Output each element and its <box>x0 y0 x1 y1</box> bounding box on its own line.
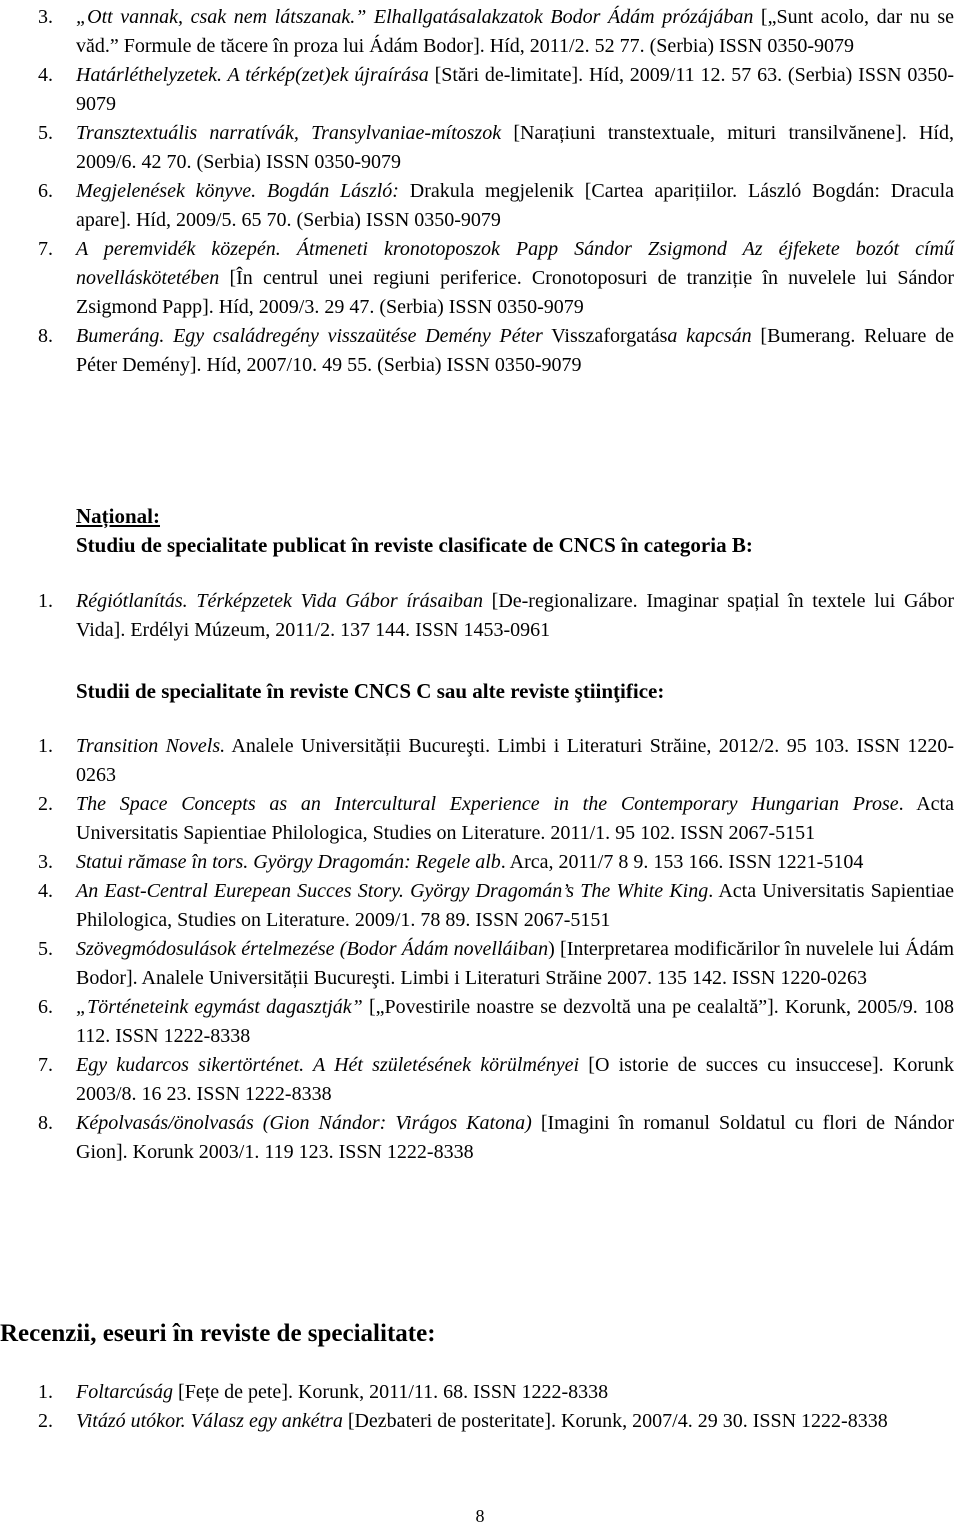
list-item <box>0 790 960 848</box>
list-item-number: 2. <box>38 793 53 815</box>
italic-title-text: Szövegmódosulások értelmezése (Bodor Ádám novelláiban <box>76 938 549 960</box>
citation-text: [„Sunt acolo, dar nu se văd.” Formule de tăcere în proza lui Ádám Bodor]. Híd, 2011/2. 52 77. (Serbia) ISSN 0350-9079 <box>76 6 954 57</box>
italic-title-text: Transztextuális narratívák, Transylvaniae-mítoszok <box>76 122 502 144</box>
italic-title-text: Képolvasás/önolvasás (Gion Nándor: Virágos Katona) <box>76 1112 532 1134</box>
italic-title-text: Határléthelyzetek. A térkép(zet)ek újraírása <box>76 64 429 86</box>
citation-text: Analele Universității Bucureşti. Limbi i Literaturi Străine, 2012/2. 95 103. ISSN 1220-0263 <box>76 735 954 786</box>
list-item-number: 8. <box>38 325 53 347</box>
citation-text: [Narațiuni transtextuale, mituri transilvănene]. Híd, 2009/6. 42 70. (Serbia) ISSN 0350-9079 <box>76 122 954 173</box>
citation-text: [De-regionalizare. Imaginar spațial în textele lui Gábor Vida]. Erdélyi Múzeum, 2011/2. 137 144. ISSN 1453-0961 <box>76 590 954 641</box>
italic-title-text: The Space Concepts as an Intercultural Experience in the Contemporary Hungarian Prose <box>76 793 899 815</box>
list-item <box>0 993 960 1051</box>
list-item <box>0 587 960 645</box>
citation-text: [„Povestirile noastre se dezvoltă una pe cealaltă”]. Korunk, 2005/9. 108 112. ISSN 1222-8338 <box>76 996 954 1047</box>
list-item-number: 3. <box>38 851 53 873</box>
citation-text: [Stări de-limitate]. Híd, 2009/11 12. 57 63. (Serbia) ISSN 0350-9079 <box>76 64 954 115</box>
citation-text: [Fețe de pete]. Korunk, 2011/11. 68. ISSN 1222-8338 <box>173 1381 609 1403</box>
list-item-number: 3. <box>38 6 53 28</box>
citation-text: Visszaforgatás <box>542 325 668 347</box>
italic-title-text: An East-Central Eurepean Succes Story. György Dragomán’s The White King <box>76 880 709 902</box>
list-item-number: 2. <box>38 1410 53 1432</box>
citation-text: ) [Interpretarea modificărilor în nuvelele lui Ádám Bodor]. Analele Universității Bucureşti. Limbi i Literaturi Străine 2007. 135 142. ISSN 1220-0263 <box>76 938 954 989</box>
list-item-number: 5. <box>38 122 53 144</box>
list-item <box>0 848 960 877</box>
citation-text: [O istorie de succes cu insuccese]. Korunk 2003/8. 16 23. ISSN 1222-8338 <box>76 1054 954 1105</box>
list-item-number: 8. <box>38 1112 53 1134</box>
publications-list-category-b <box>0 587 960 645</box>
citation-text: [Dezbateri de posteritate]. Korunk, 2007/4. 29 30. ISSN 1222-8338 <box>342 1410 888 1432</box>
citation-text: [În centrul unei regiuni periferice. Cronotoposuri de tranziție în nuvelele lui Sándor Zsigmond Papp]. Híd, 2009/3. 29 47. (Serbia) ISSN 0350-9079 <box>76 267 954 318</box>
italic-title-text: Statui rămase în tors. György Dragomán: Regele alb <box>76 851 501 873</box>
list-item-number: 5. <box>38 938 53 960</box>
list-item <box>0 1109 960 1167</box>
list-item <box>0 1051 960 1109</box>
list-item-number: 1. <box>38 1381 53 1403</box>
citation-text: [Imagini în romanul Soldatul cu flori de Nándor Gion]. Korunk 2003/1. 119 123. ISSN 1222-8338 <box>76 1112 954 1163</box>
italic-title-text: Egy kudarcos sikertörténet. A Hét születésének körülményei <box>76 1054 580 1076</box>
publications-list-reviews <box>0 1378 960 1436</box>
italic-title-text: A peremvidék közepén. Átmeneti kronotoposzok Papp Sándor Zsigmond Az éjfekete bozót című novelláskötetében <box>76 238 954 289</box>
list-item <box>0 935 960 993</box>
list-item <box>0 877 960 935</box>
list-item <box>0 732 960 790</box>
list-item-number: 6. <box>38 996 53 1018</box>
list-item <box>0 235 960 322</box>
list-item <box>0 119 960 177</box>
list-item <box>0 61 960 119</box>
citation-text: [Bumerang. Reluare de Péter Demény]. Híd, 2007/10. 49 55. (Serbia) ISSN 0350-9079 <box>76 325 954 376</box>
list-item-number: 6. <box>38 180 53 202</box>
italic-title-text: Régiótlanítás. Térképzetek Vida Gábor írásaiban <box>76 590 483 612</box>
publications-list-international <box>0 3 960 380</box>
publications-list-category-c <box>0 732 960 1167</box>
citation-text: Drakula megjelenik [Cartea aparițiilor. László Bogdán: Dracula apare]. Híd, 2009/5. 65 70. (Serbia) ISSN 0350-9079 <box>76 180 955 231</box>
italic-title-text: „Ott vannak, csak nem látszanak.” Elhallgatásalakzatok Bodor Ádám prózájában <box>76 6 754 28</box>
list-item <box>0 1378 960 1407</box>
section-heading-category-c: Studii de specialitate în reviste CNCS C sau alte reviste ştiinţifice: <box>76 679 665 703</box>
italic-title-text: Vitázó utókor. Válasz egy ankétra <box>76 1410 343 1432</box>
italic-title-text: „Történeteink egymást dagasztják” <box>76 996 363 1018</box>
section-heading-category-b: Studiu de specialitate publicat în reviste clasificate de CNCS în categoria B: <box>76 533 753 557</box>
section-heading-reviews: Recenzii, eseuri în reviste de specialitate: <box>0 1320 436 1347</box>
list-item-number: 1. <box>38 590 53 612</box>
list-item-number: 4. <box>38 64 53 86</box>
list-item <box>0 3 960 61</box>
italic-title-text: a kapcsán <box>667 325 752 347</box>
page-number: 8 <box>475 1506 485 1526</box>
italic-title-text: Megjelenések könyve. Bogdán László: <box>76 180 399 202</box>
list-item-number: 1. <box>38 735 53 757</box>
section-heading-national: Național: <box>76 504 160 528</box>
list-item <box>0 1407 960 1436</box>
italic-title-text: Transition Novels. <box>76 735 226 757</box>
citation-text: . Arca, 2011/7 8 9. 153 166. ISSN 1221-5104 <box>500 851 864 873</box>
italic-title-text: Foltarcúság <box>76 1381 174 1403</box>
list-item <box>0 177 960 235</box>
italic-title-text: Bumeráng. Egy családregény visszaütése Demény Péter <box>76 325 543 347</box>
list-item <box>0 322 960 380</box>
list-item-number: 7. <box>38 238 53 260</box>
citation-text: . Acta Universitatis Sapientiae Philologica, Studies on Literature. 2011/1. 95 102. ISSN 2067-5151 <box>76 793 954 844</box>
list-item-number: 4. <box>38 880 53 902</box>
list-item-number: 7. <box>38 1054 53 1076</box>
citation-text: . Acta Universitatis Sapientiae Philologica, Studies on Literature. 2009/1. 78 89. ISSN 2067-5151 <box>76 880 954 931</box>
